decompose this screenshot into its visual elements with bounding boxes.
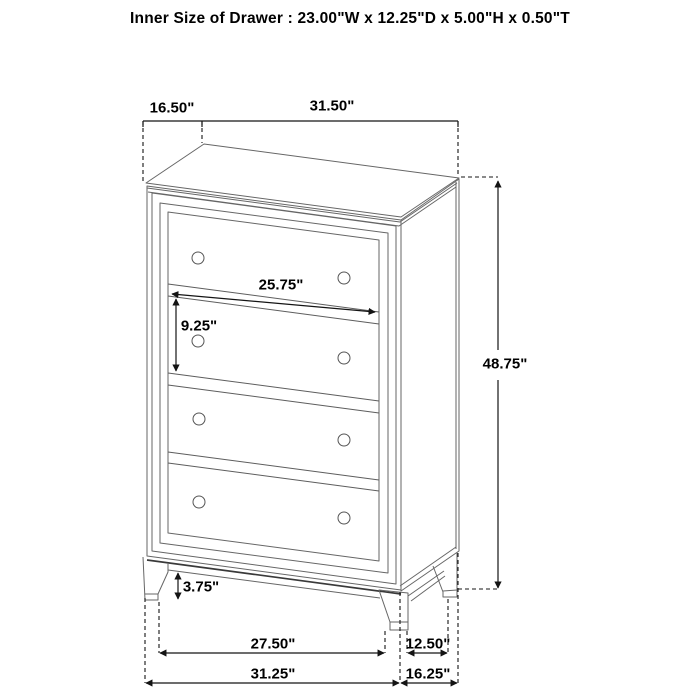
diagram-title: Inner Size of Drawer : 23.00"W x 12.25"D x 5.00"H x 0.50"T	[130, 10, 570, 27]
dim-label-top-width: 31.50"	[309, 97, 355, 115]
drawer-knob-icon	[192, 335, 204, 347]
drawer-knob-icon	[193, 496, 205, 508]
divider-line	[168, 452, 379, 480]
extension-lines-dashed	[143, 121, 498, 683]
drawer-width-dimension-line	[172, 294, 375, 312]
chest-side-panel	[401, 179, 459, 591]
chest-top-surface	[146, 144, 459, 217]
divider-line	[168, 463, 379, 491]
drawer-knob-icon	[338, 352, 350, 364]
drawer-knob-icon	[338, 434, 350, 446]
chest-side-bottom-molding	[400, 547, 456, 586]
dim-label-drawer-front-height: 9.25"	[180, 317, 218, 335]
dim-label-base-depth: 16.25"	[405, 665, 451, 683]
chest-line-art	[143, 144, 459, 630]
back-right-foot-line	[443, 590, 457, 591]
drawer-knob-icon	[338, 272, 350, 284]
dimension-lines	[143, 121, 498, 683]
dim-label-top-depth: 16.50"	[149, 99, 195, 117]
divider-line	[168, 373, 379, 401]
dim-label-leg-height: 3.75"	[182, 578, 220, 596]
drawer-divider-lines	[168, 284, 379, 491]
front-right-leg	[379, 590, 408, 630]
chest-front-frame-outer	[147, 186, 401, 590]
drawer-knob-icon	[193, 413, 205, 425]
drawer-knob-icon	[338, 512, 350, 524]
divider-line	[168, 385, 379, 413]
dim-label-base-width: 31.25"	[250, 665, 296, 683]
dim-label-overall-height: 48.75"	[482, 355, 528, 373]
side-apron	[408, 571, 445, 601]
dim-label-drawer-front-width: 25.75"	[258, 276, 304, 294]
dim-label-leg-span-depth: 12.50"	[405, 635, 451, 653]
top-dimension-line	[143, 121, 458, 127]
chest-front-frame-mid	[152, 193, 396, 584]
drawer-knob-icon	[192, 252, 204, 264]
dim-label-leg-span-width: 27.50"	[250, 635, 296, 653]
